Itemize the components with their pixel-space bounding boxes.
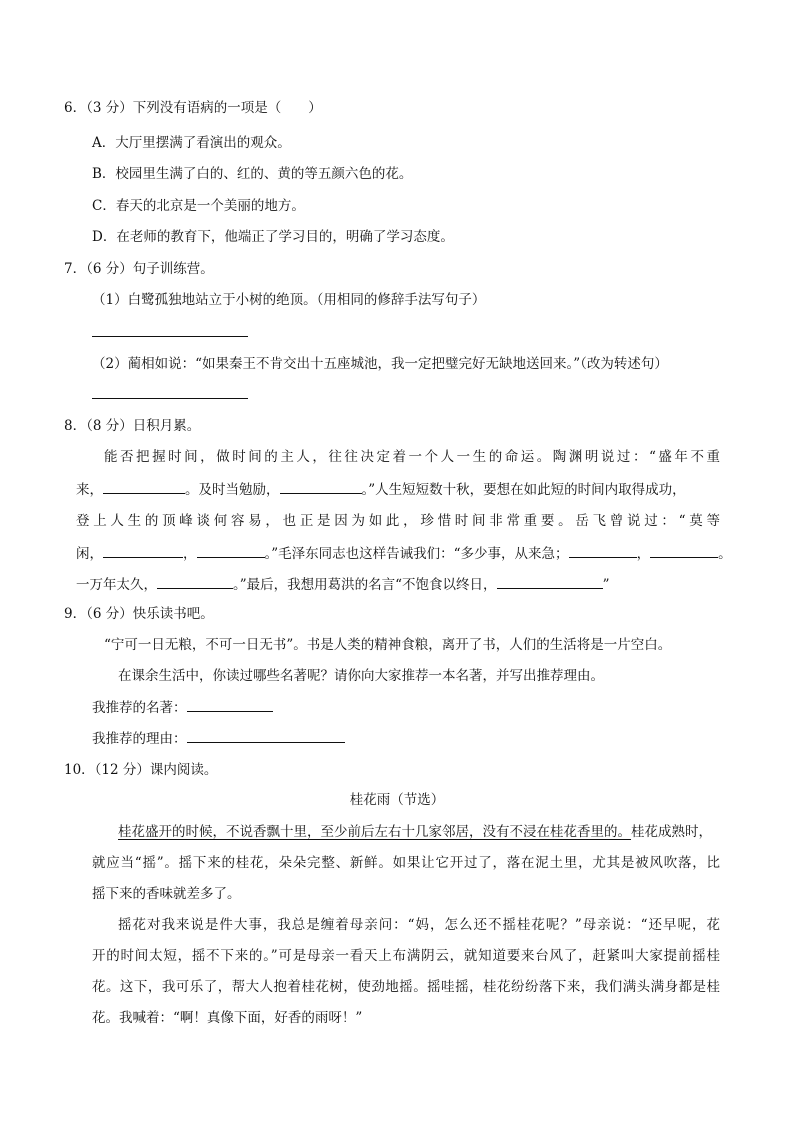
q7-stem: 7．（6 分）句子训练营。 [64,261,214,277]
q8-text: 一万年太久， [76,577,157,593]
q8-text: 。及时当勉励， [185,482,280,498]
passage-text: 开的时间太短，摇不下来的。”可是母亲一看天上布满阴云，就知道要来台风了，赶紧叫大家提前摇桂 [92,948,720,964]
q8-text: ， [183,546,197,562]
q8-stem: 8．（8 分）日积月累。 [64,418,201,434]
q9-prompt: 在课余生活中，你读过哪些名著呢？请你向大家推荐一本名著，并写出推荐理由。 [118,668,604,684]
passage-text: 花。这下，我可乐了，帮大人抱着桂花树，使劲地摇。摇哇摇，桂花纷纷落下来，我们满头满身都是桂 [92,979,720,995]
passage-text: 摇花对我来说是件大事，我总是缠着母亲问：“妈，怎么还不摇桂花呢？”母亲说：“还早呢，花 [118,917,720,933]
passage-p2-line-3 [92,977,720,997]
q7-sub1: （1）白鹭孤独地站立于小树的绝顶。（用相同的修辞手法写句子） [92,292,486,308]
q8-text: 。”毛泽东同志也这样告诫我们：“多少事，从来急； [264,546,569,562]
passage-p2-line-2 [92,946,720,966]
passage-text: 桂花成熟时， [631,824,712,840]
q8-line-4 [76,543,732,564]
q9-book-label: 我推荐的名著： [92,700,187,716]
passage-p2-line-4: 花。我喊着：“啊！真像下面，好香的雨呀！” [92,1010,363,1026]
q8-blank-1[interactable] [103,479,185,494]
q8-blank-8[interactable] [497,574,603,589]
q9-reason-blank[interactable] [187,728,345,743]
passage-text: 就应当“摇”。摇下来的桂花，朵朵完整、新鲜。如果让它开过了，落在泥土里，尤其是被风吹落，比 [92,855,720,871]
q8-text: 闲， [76,546,103,562]
q9-reason-row [92,728,345,749]
q9-stem: 9．（6 分）快乐读书吧。 [64,606,214,622]
q8-line-5 [76,574,609,595]
q8-text: 能否把握时间，做时间的主人，往往决定着一个人一生的命运。陶渊明说过：“盛年不重 [104,449,720,465]
q6-stem: 6．（3 分）下列没有语病的一项是（ ） [64,100,322,116]
q8-text: 。”人生短短数十秋，要想在如此短的时间内取得成功， [361,482,686,498]
q8-line-2 [76,479,686,500]
passage-p2-line-1 [118,915,720,935]
q7-sub2: （2）蔺相如说：“如果秦王不肯交出十五座城池，我一定把璧完好无缺地送回来。”（改为转述句） [92,356,668,372]
q8-text: 。 [718,546,732,562]
passage-underlined-sentence: 桂花盛开的时候，不说香飘十里，至少前后左右十几家邻居，没有不浸在桂花香里的。 [118,824,631,840]
q7-sub1-answer-blank[interactable] [92,336,248,337]
passage-p1-line-1 [118,822,712,842]
q6-option-d: D．在老师的教育下，他端正了学习目的，明确了学习态度。 [92,229,454,245]
q8-line-3 [76,511,720,531]
q8-blank-7[interactable] [157,574,233,589]
q8-blank-3[interactable] [103,543,183,558]
q8-text: 登上人生的顶峰谈何容易，也正是因为如此，珍惜时间非常重要。岳飞曾说过：“莫等 [76,513,720,529]
passage-title: 桂花雨（节选） [349,792,445,808]
q8-text: 。”最后，我想用葛洪的名言“不饱食以终日， [233,577,497,593]
q8-blank-2[interactable] [280,479,362,494]
q8-text: ， [636,546,651,562]
q8-text: ” [602,577,610,593]
passage-p1-line-2 [92,853,720,873]
q8-blank-4[interactable] [197,543,265,558]
passage-p1-line-3: 摇下来的香味就差多了。 [92,886,241,902]
q8-blank-6[interactable] [650,543,718,558]
q6-option-c: C．春天的北京是一个美丽的地方。 [92,198,305,214]
q10-stem: 10．（12 分）课内阅读。 [64,762,218,778]
q9-quote: “宁可一日无粮，不可一日无书”。书是人类的精神食粮，离开了书，人们的生活将是一片空白。 [104,637,672,653]
q9-reason-label: 我推荐的理由： [92,731,187,747]
q6-option-a: A．大厅里摆满了看演出的观众。 [92,135,291,151]
q8-text: 来， [76,482,103,498]
q9-book-blank[interactable] [187,697,273,712]
q8-blank-5[interactable] [569,543,637,558]
q8-line-1 [104,447,720,467]
q7-sub2-answer-blank[interactable] [92,398,248,399]
q9-book-row [92,697,273,718]
q6-option-b: B．校园里生满了白的、红的、黄的等五颜六色的花。 [92,166,413,182]
